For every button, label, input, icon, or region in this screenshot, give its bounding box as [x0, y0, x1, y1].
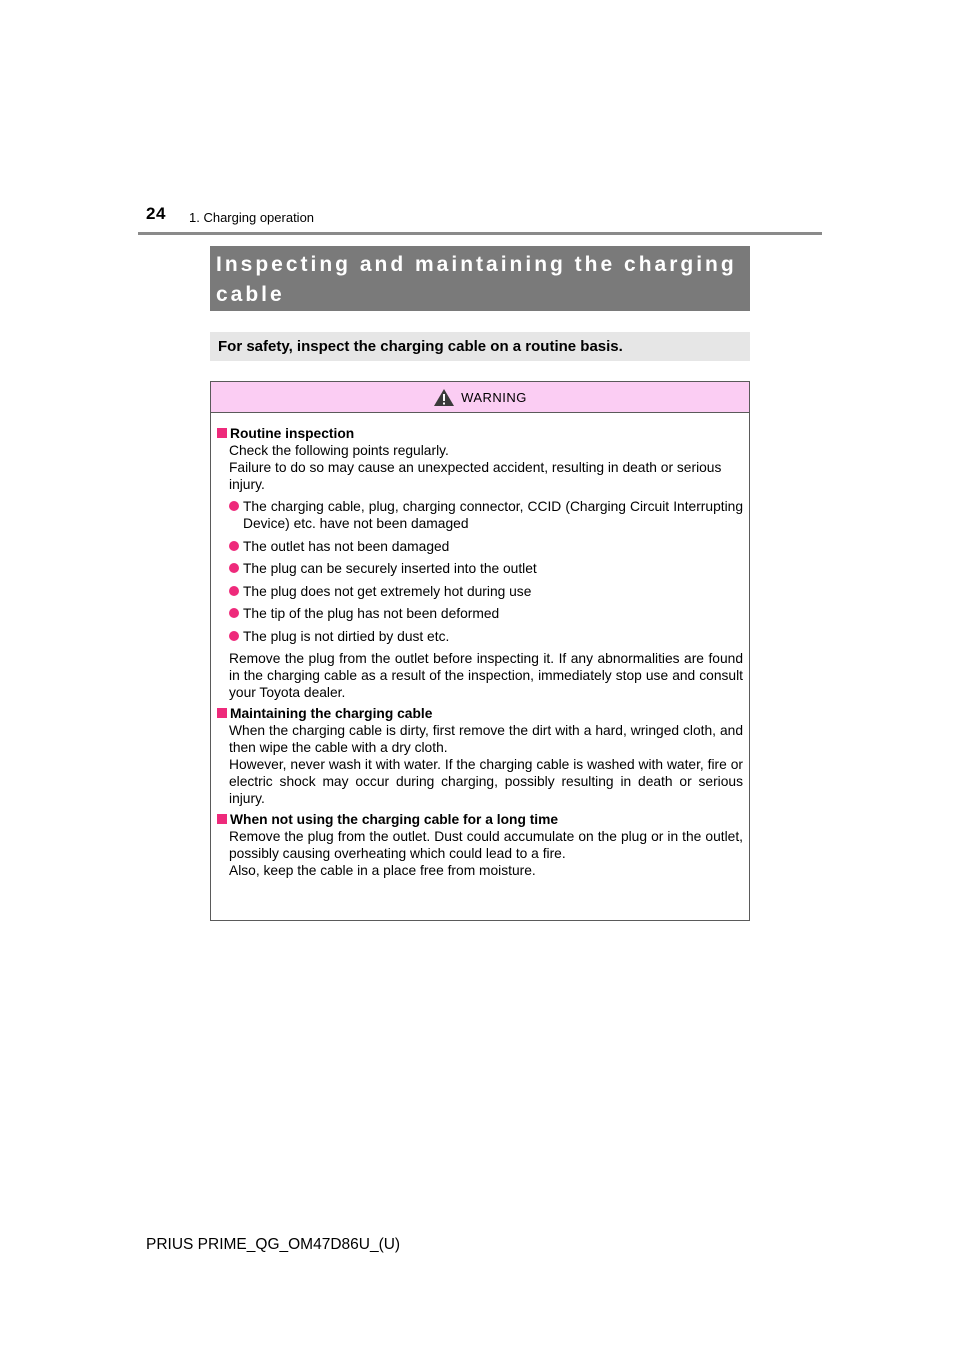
- round-bullet-icon: [229, 541, 239, 551]
- round-bullet-icon: [229, 608, 239, 618]
- routine-intro: Check the following points regularly. Failure to do so may cause an unexpected accident, resulting in death or serious injury.: [229, 443, 722, 492]
- topic-heading: Routine inspection: [217, 425, 743, 442]
- round-bullet-icon: [229, 563, 239, 573]
- routine-outro: Remove the plug from the outlet before inspecting it. If any abnormalities are found in the charging cable as a result of the inspection, immediately stop use and consult your Toyota dealer.: [229, 651, 743, 700]
- list-item: The tip of the plug has not been deformed: [229, 605, 743, 622]
- round-bullet-icon: [229, 586, 239, 596]
- square-bullet-icon: [217, 814, 227, 824]
- topic-heading: Maintaining the charging cable: [217, 705, 743, 722]
- section-title: Inspecting and maintaining the charging cable: [210, 246, 750, 311]
- list-item: The plug does not get extremely hot during use: [229, 583, 743, 600]
- header-divider: [138, 232, 822, 235]
- list-item: The plug can be securely inserted into the outlet: [229, 560, 743, 577]
- list-item: The charging cable, plug, charging connector, CCID (Charging Circuit Interrupting Device) etc. have not been damaged: [229, 498, 743, 532]
- warning-body: [211, 413, 749, 879]
- not-using-text: Remove the plug from the outlet. Dust could accumulate on the plug or in the outlet, possibly causing overheating which could lead to a fire. Also, keep the cable in a place free from moisture.: [229, 829, 743, 878]
- round-bullet-icon: [229, 631, 239, 641]
- topic-heading: When not using the charging cable for a long time: [217, 811, 743, 828]
- section-intro: For safety, inspect the charging cable on a routine basis.: [210, 332, 750, 361]
- maintaining-text: When the charging cable is dirty, first remove the dirt with a hard, wringed cloth, and then wipe the cable with a dry cloth. However, never wash it with water. If the charging cable is washed with water, fire or electric shock may occur during charging, possibly resulting in death or serious injury.: [229, 723, 743, 806]
- routine-intro-line1: [217, 442, 743, 493]
- round-bullet-icon: [229, 501, 239, 511]
- document-id: PRIUS PRIME_QG_OM47D86U_(U): [146, 1236, 401, 1253]
- square-bullet-icon: [217, 428, 227, 438]
- chapter-title: 1. Charging operation: [189, 210, 315, 225]
- warning-box: [210, 381, 750, 921]
- routine-checklist: [217, 498, 743, 645]
- square-bullet-icon: [217, 708, 227, 718]
- warning-triangle-icon: [433, 388, 455, 407]
- warning-label: WARNING: [461, 389, 527, 405]
- list-item: The outlet has not been damaged: [229, 538, 743, 555]
- warning-header: [211, 382, 749, 413]
- page-number: 24: [146, 204, 166, 223]
- list-item: The plug is not dirtied by dust etc.: [229, 628, 743, 645]
